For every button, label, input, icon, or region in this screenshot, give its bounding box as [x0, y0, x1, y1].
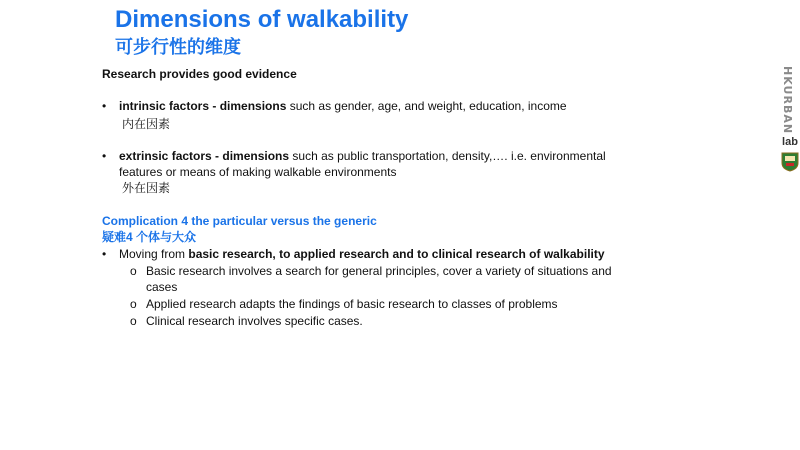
sub-item-basic: Basic research involves a search for general principles, cover a variety of situations and cases	[146, 264, 612, 294]
bullet-moving	[119, 246, 605, 262]
hkurban-lab-logo	[781, 66, 799, 177]
bullet-marker: •	[102, 149, 107, 163]
bullet-extrinsic	[119, 148, 639, 180]
logo-text: HKURBAN	[781, 66, 794, 135]
complication-heading: Complication 4 the particular versus the generic	[102, 214, 377, 228]
sub-item-clinical: Clinical research involves specific cases.	[146, 314, 363, 328]
bullet-moving-text: Moving from	[119, 247, 189, 261]
logo-lab: lab	[782, 136, 798, 149]
bullet-extrinsic-cn: 外在因素	[122, 181, 171, 195]
bullet-marker: •	[102, 99, 107, 113]
bullet-marker: •	[102, 247, 107, 261]
sub-bullet-marker: o	[130, 314, 137, 328]
bullet-extrinsic-bold: extrinsic factors - dimensions	[119, 149, 290, 163]
bullet-intrinsic	[119, 98, 567, 114]
complication-heading-cn: 疑难4 个体与大众	[102, 230, 197, 244]
sub-bullet-marker: o	[130, 297, 137, 311]
bullet-intrinsic-cn: 内在因素	[122, 117, 171, 131]
bullet-moving-bold: basic research, to applied research and to clinical research of walkability	[188, 247, 605, 261]
page-title: Dimensions of walkability	[115, 6, 409, 33]
lead-text: Research provides good evidence	[102, 67, 297, 81]
page-subtitle: 可步行性的维度	[115, 37, 241, 57]
university-crest-icon	[781, 152, 799, 172]
bullet-intrinsic-bold: intrinsic factors - dimensions	[119, 99, 287, 113]
sub-item-applied: Applied research adapts the findings of basic research to classes of problems	[146, 297, 558, 311]
sub-bullet-marker: o	[130, 264, 137, 278]
bullet-extrinsic-text: such as public transportation, density,…. i.e. environmental features or means of making walkable environments	[119, 149, 606, 179]
bullet-intrinsic-text: such as gender, age, and weight, education, income	[286, 99, 567, 113]
